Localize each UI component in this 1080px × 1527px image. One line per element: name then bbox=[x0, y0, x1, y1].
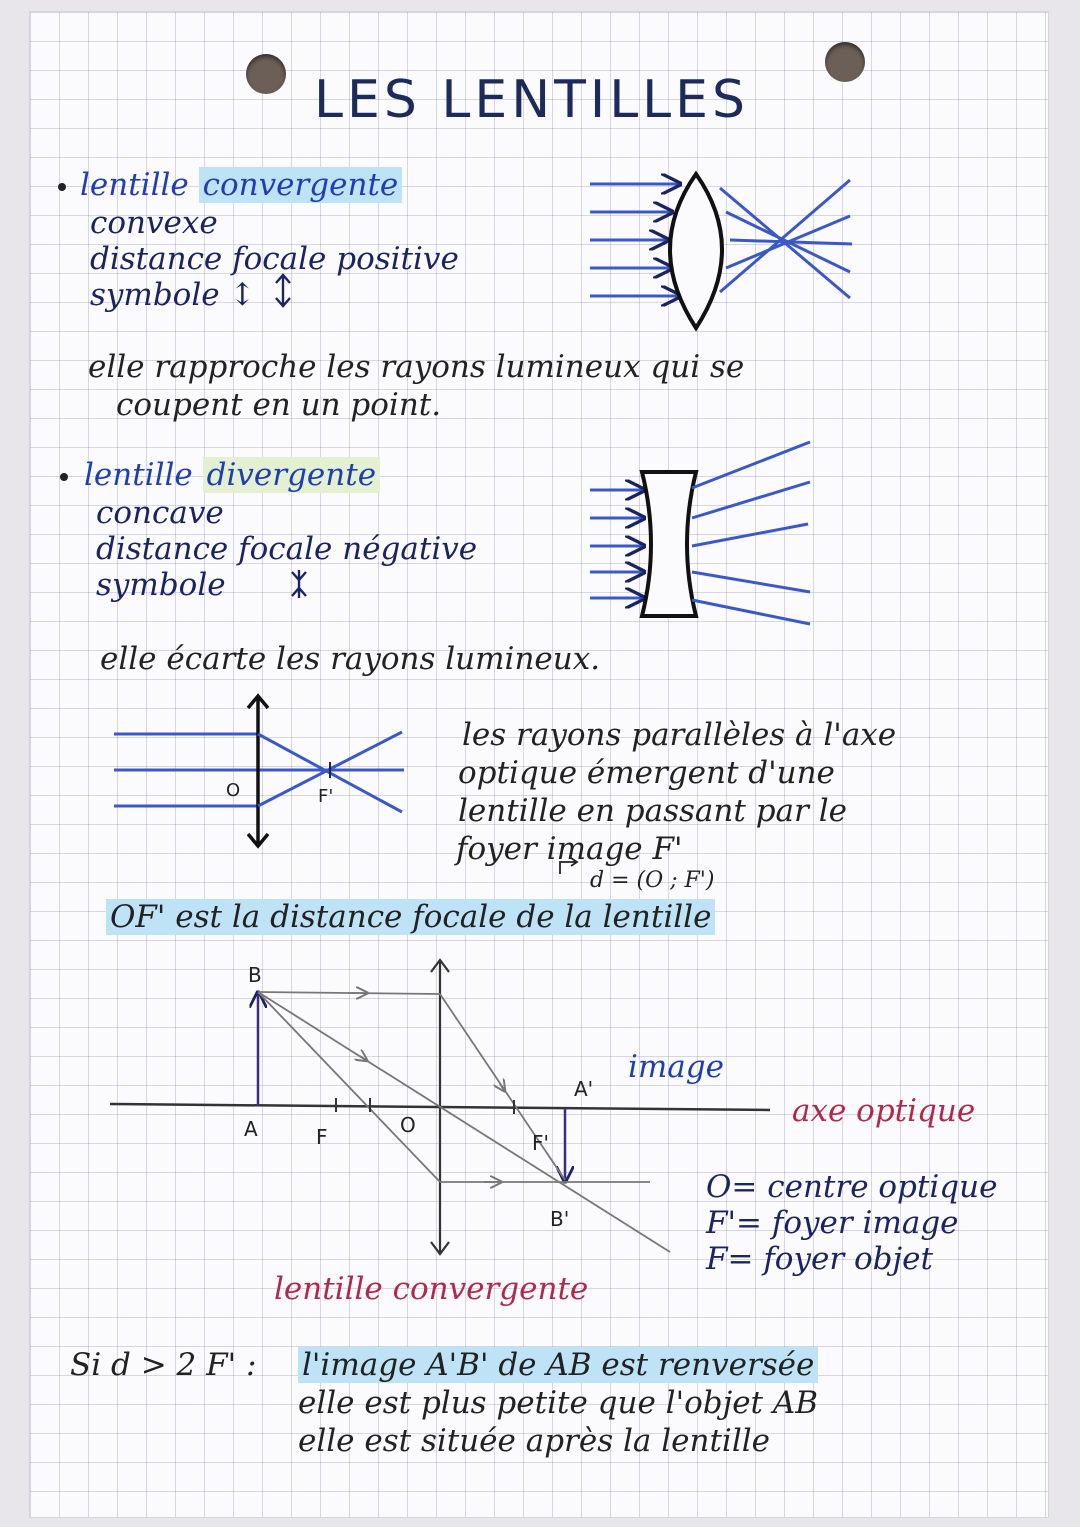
point-bp-label: B' bbox=[550, 1207, 570, 1231]
conclusion-line-3: elle est située après la lentille bbox=[298, 1423, 771, 1459]
divergente-line-1: concave bbox=[96, 495, 224, 531]
converging-lens-diagram bbox=[276, 174, 852, 328]
focal-label-f: F' bbox=[318, 786, 334, 807]
heading-word: lentille bbox=[80, 167, 189, 203]
image-label: image bbox=[628, 1049, 724, 1085]
focal-formula: d = (O ; F') bbox=[590, 868, 715, 893]
diagram-caption: lentille convergente bbox=[274, 1271, 589, 1307]
heading-word: lentille bbox=[84, 457, 193, 493]
legend-fp: F'= foyer image bbox=[706, 1205, 959, 1241]
convergente-sentence-1: elle rapproche les rayons lumineux qui se bbox=[88, 349, 745, 385]
point-f-label: F bbox=[316, 1125, 328, 1149]
page-title: LES LENTILLES bbox=[314, 70, 749, 130]
conclusion-prefix: Si d > 2 F' : bbox=[70, 1347, 257, 1383]
divergente-line-2: distance focale négative bbox=[96, 531, 478, 567]
point-ap-label: A' bbox=[574, 1077, 594, 1101]
divergente-sentence: elle écarte les rayons lumineux. bbox=[100, 641, 601, 677]
diverging-lens-diagram bbox=[292, 442, 810, 624]
point-o-label: O bbox=[400, 1113, 416, 1137]
focal-text-3: lentille en passant par le bbox=[458, 793, 847, 829]
heading-highlight: divergente bbox=[203, 457, 380, 493]
diagrams bbox=[30, 12, 1048, 1517]
definition-highlight: OF' est la distance focale de la lentille bbox=[106, 899, 715, 935]
conclusion-highlight: l'image A'B' de AB est renversée bbox=[298, 1347, 818, 1383]
divergente-line-3: symbole bbox=[96, 567, 226, 603]
conclusion-line-2: elle est plus petite que l'objet AB bbox=[298, 1385, 819, 1421]
convergente-line-1: convexe bbox=[90, 205, 218, 241]
point-fp-label: F' bbox=[532, 1131, 550, 1155]
ray-construction-diagram bbox=[110, 960, 770, 1254]
notebook-page bbox=[30, 12, 1048, 1517]
convergente-line-3: symbole ↕ bbox=[90, 277, 256, 313]
focal-point-diagram bbox=[114, 696, 577, 874]
point-a-label: A bbox=[244, 1117, 258, 1141]
focal-text-1: les rayons parallèles à l'axe bbox=[462, 717, 897, 753]
focal-text-4: foyer image F' bbox=[456, 831, 683, 867]
focal-label-o: O bbox=[226, 780, 241, 801]
heading-highlight: convergente bbox=[199, 167, 403, 203]
legend-o: O= centre optique bbox=[706, 1169, 998, 1205]
legend-f: F= foyer objet bbox=[706, 1241, 933, 1277]
convergente-line-2: distance focale positive bbox=[90, 241, 459, 277]
focal-text-2: optique émergent d'une bbox=[458, 755, 835, 791]
point-b-label: B bbox=[248, 963, 262, 987]
convergente-sentence-2: coupent en un point. bbox=[116, 387, 442, 423]
axis-label: axe optique bbox=[792, 1093, 976, 1129]
